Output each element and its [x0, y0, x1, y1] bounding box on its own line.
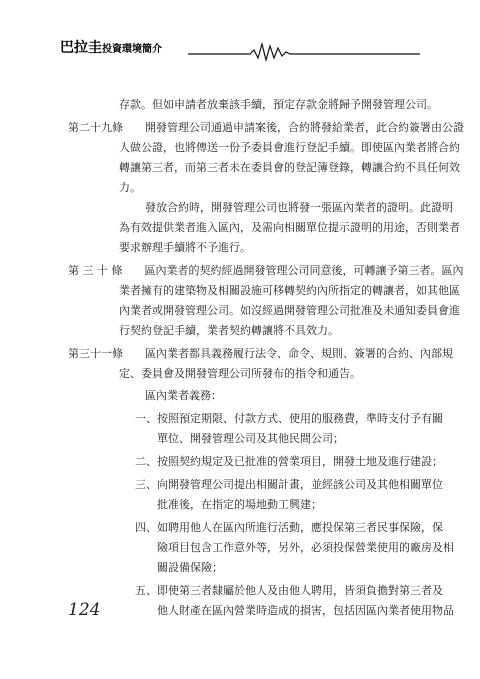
- text-line: 內業者或開發管理公司。如沒經過開發管理公司批准及未通知委員會進: [119, 304, 460, 317]
- article-29-heading-line: 第二十九條 開發管理公司通過申請案後，合約將發給業者，此合約簽署由公證: [68, 121, 464, 134]
- list-item-5-cont: 他人財產在區內營業時造成的損害，包括因區內業者使用物品: [157, 604, 454, 617]
- page-number: 124: [68, 600, 101, 620]
- text-line: 行契約登記手續，業者契約轉讓將不具效力。: [119, 324, 339, 337]
- header-title-sub: 投資環境簡介: [102, 44, 162, 55]
- list-item-3-cont: 批准後，在指定的場地動工興建；: [157, 498, 322, 511]
- text-line: 存款。但如申請者放棄該手續，預定存款金將歸予開發管理公司。: [119, 98, 438, 111]
- list-item-1-cont: 單位、開發管理公司及其他民間公司；: [157, 432, 344, 445]
- text-line: 為有效提供業者進入區內，及需向相關單位提示證明的用途，否則業者: [119, 221, 460, 234]
- list-item-2: 二、按照契約規定及已批准的營業項目，開發土地及進行建設；: [135, 455, 443, 468]
- obligations-heading: 區內業者義務：: [145, 389, 222, 402]
- list-item-4: 四、如聘用他人在區內所進行活動，應投保第三者民事保險，保: [135, 521, 443, 534]
- list-item-1: 一、按照預定期限、付款方式、使用的服務費，準時支付予有關: [135, 412, 443, 425]
- text-line: 業者擁有的建築物及相關設施可移轉契約內所指定的轉讓者，如其他區: [119, 284, 460, 297]
- article-31-heading-line: 第三十一條 區內業者都具義務履行法令、命令、規則、簽署的合約、內部規: [68, 347, 453, 360]
- list-item-3: 三、向開發管理公司提出相關計畫，並經該公司及其他相關單位: [135, 478, 443, 491]
- list-item-4-cont: 險項目包含工作意外等，另外，必須投保營業使用的廠房及相: [157, 541, 454, 554]
- text-line: 力。: [119, 181, 141, 194]
- article-30-heading-line: 第 三 十 條 區內業者的契約經過開發管理公司同意後，可轉讓予第三者。區內: [68, 264, 464, 277]
- text-line: 發放合約時，開發管理公司也將發一張區內業者的證明。此證明: [145, 201, 453, 214]
- header-title-main: 巴拉圭: [60, 40, 102, 56]
- text-line: 要求辦理手續將不予進行。: [119, 241, 251, 254]
- list-item-5: 五、即使第三者隸屬於他人及由他人聘用，皆須負擔對第三者及: [135, 584, 443, 597]
- text-line: 轉讓第三者，而第三者未在委員會的登記簿登錄，轉讓合約不具任何效: [119, 161, 460, 174]
- text-line: 定、委員會及開發管理公司所發布的指令和通告。: [119, 367, 361, 380]
- list-item-4-cont: 關設備保險；: [157, 561, 223, 574]
- text-line: 人做公證，也將傳送一份予委員會進行登記手續。即使區內業者將合約: [119, 141, 460, 154]
